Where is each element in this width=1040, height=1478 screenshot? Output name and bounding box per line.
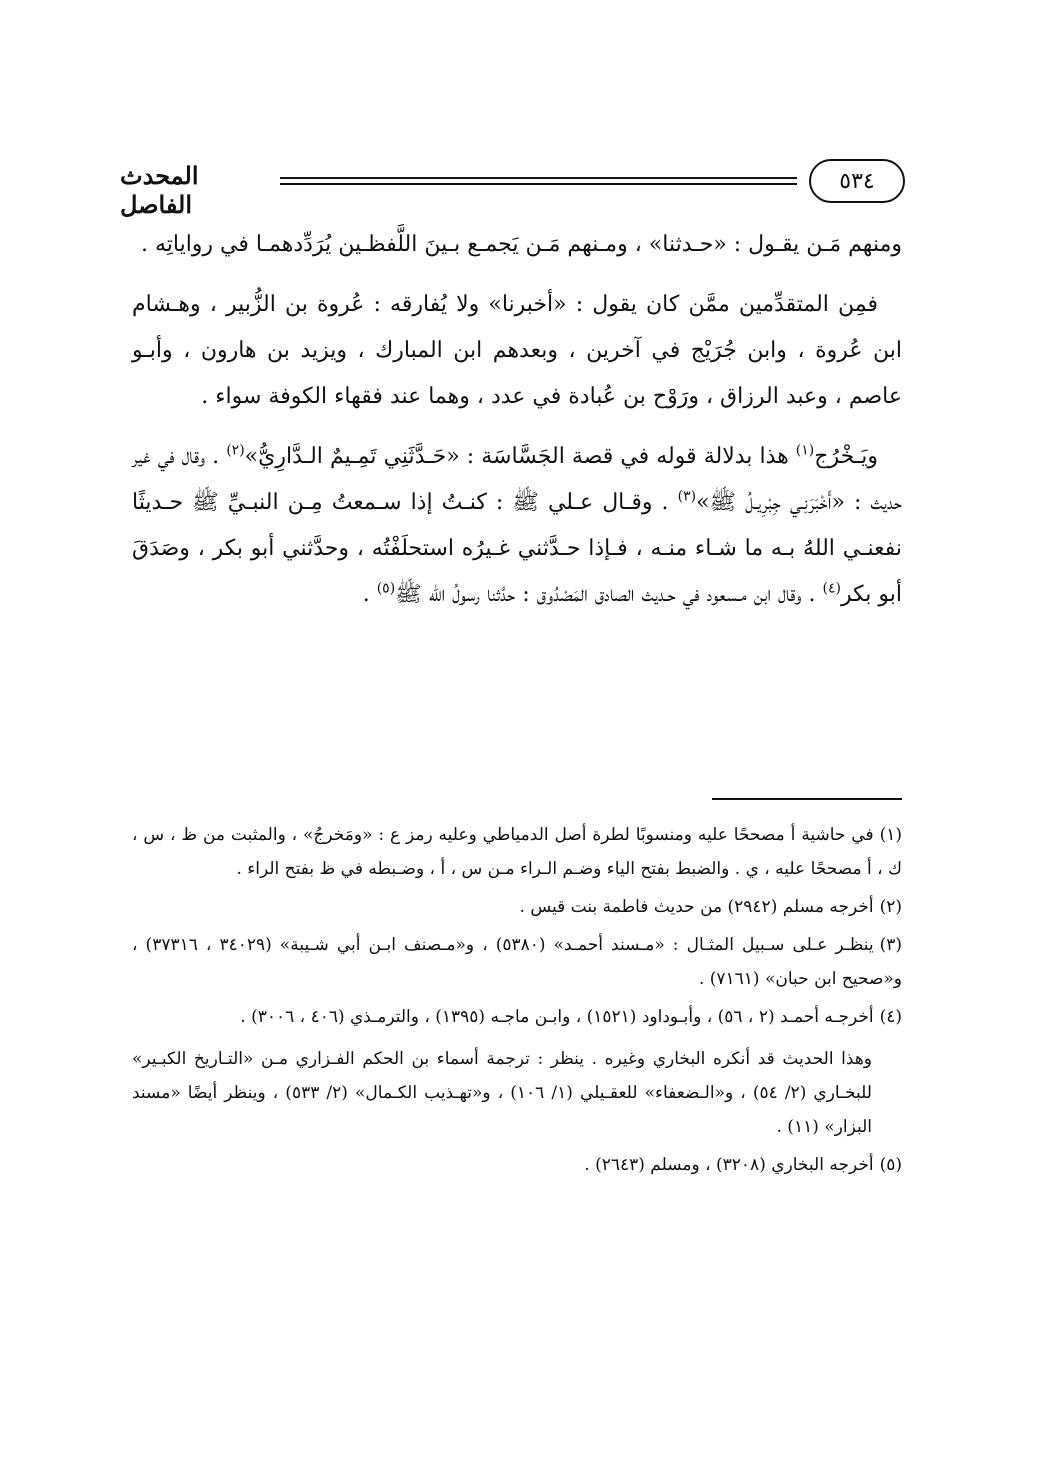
paragraph-2: فمِن المتقدِّمين ممَّن كان يقول : «أخبرنا» ولا يُفارقه : عُروة بن الزُّبير ، وهـشام ابن عُروة ، وابن جُرَيْج في آخرين ، وبعدهم ابن المبارك ، ويزيد بن هارون ، وأبـو عاصم ، وعبد الرزاق ، ورَوْح بن عُبادة في عدد ، وهما عند فقهاء الكوفة سواء . bbox=[132, 292, 902, 409]
footnote-ref-5[interactable]: (٥) bbox=[376, 580, 396, 597]
paragraph-3-part-c: . وقال في غير حديث : «أَخْبَرَنِـي جِبْرِيـلُ ﷺ» bbox=[132, 444, 903, 515]
footnote-1 bbox=[132, 818, 902, 886]
paragraph-3-part-f: . bbox=[362, 582, 370, 607]
paragraph-3-part-d: . وقـال عـلي ﷺ : كنـتُ إذا سـمعتُ مِـن النبـيِّ ﷺ حـديثًا نفعنـي اللهُ بـه ما شـاء منـه ، فـإذا حـدَّثني غـيرُه استحلَفْتُه ، وحدَّثني أبو بكر ، وصَدَقَ أبو بكر bbox=[132, 490, 902, 607]
footnote-label: (٣) bbox=[879, 935, 903, 955]
paragraph-3 bbox=[132, 434, 902, 618]
paragraph-3-part-e: . وقال ابن مـسعود في حـديث الصادق المَصْدُوق : حدَّثنا رسولُ الله ﷺ bbox=[395, 582, 816, 607]
paragraph-1: ومنهم مَـن يقـول : «حـدثنا» ، ومـنهم مَـن يَجمـع بـينَ اللَّفظـين يُرَدِّدهمـا في رواياتِه . bbox=[140, 232, 902, 257]
book-title: المحدث الفاصل bbox=[120, 161, 199, 219]
footnote-label: (٢) bbox=[879, 897, 902, 917]
footnote-4-continuation bbox=[132, 1042, 902, 1144]
footnote-text: وهذا الحديث قد أنكره البخاري وغيره . ينظر : ترجمة أسماء بن الحكم الفـزاري مـن «التـاريخ الكبـير» للبخـاري (٢/ ٥٤) ، و«الـضعفاء» للعقـيلي (١/ ١٠٦) ، و«تهـذيب الكـمال» (٢/ ٥٣٣) ، وينظر أيضًا «مسند البزار» (١١) . bbox=[132, 1049, 872, 1137]
footnote-separator bbox=[712, 798, 902, 800]
paragraph-3-part-a: ويَـخْرُج bbox=[814, 444, 878, 469]
main-text bbox=[132, 222, 902, 632]
paragraph-3-part-b: هذا بدلالة قوله في قصة الجَسَّاسَة : «حَـدَّثَنِي تَمِـيمٌ الـدَّارِيُّ» bbox=[244, 444, 789, 469]
header-rule-bottom bbox=[280, 183, 797, 185]
footnote-4 bbox=[132, 1000, 902, 1034]
footnotes bbox=[132, 818, 902, 1186]
footnote-text: في حاشية أ مصححًا عليه ومنسوبًا لطرة أصل الدمياطي وعليه رمز ع : «ومَخرجُ» ، والمثبت من ظ ، س ، ك ، أ مصححًا عليه ، ي . والضبط بفتح الياء وضـم الـراء مـن س ، أ ، وضـبطه في ظ بفتح الراء . bbox=[132, 825, 902, 879]
footnote-ref-2[interactable]: (٢) bbox=[226, 442, 245, 459]
footnote-label: (٥) bbox=[879, 1155, 902, 1175]
footnote-ref-3[interactable]: (٣) bbox=[677, 488, 697, 505]
header-rule-top bbox=[280, 177, 797, 179]
page-header bbox=[120, 155, 905, 219]
footnote-ref-1[interactable]: (١) bbox=[795, 442, 815, 459]
footnote-text: أخرجه البخاري (٣٢٠٨) ، ومسلم (٢٦٤٣) . bbox=[584, 1155, 874, 1175]
footnote-text: أخرجه مسلم (٢٩٤٢) من حديث فاطمة بنت قيس . bbox=[519, 897, 874, 917]
page-number: ٥٣٤ bbox=[809, 159, 905, 203]
footnote-2 bbox=[132, 890, 902, 924]
footnote-label: (٤) bbox=[879, 1007, 902, 1027]
footnote-ref-4[interactable]: (٤) bbox=[822, 580, 841, 597]
footnote-3 bbox=[132, 928, 902, 996]
footnote-label: (١) bbox=[879, 825, 902, 845]
footnote-text: ينظـر عـلى سـبيل المثـال : «مـسند أحمـد» (٥٣٨٠) ، و«مـصنف ابـن أبي شـيبة» (٣٤٠٢٩ ، ٣٧٣١٦) ، و«صحيح ابن حبان» (٧١٦١) . bbox=[132, 935, 902, 989]
footnote-text: أخرجـه أحمـد (٢ ، ٥٦) ، وأبـوداود (١٥٢١) ، وابـن ماجـه (١٣٩٥) ، والترمـذي (٤٠٦ ، ٣٠٠٦) . bbox=[240, 1007, 874, 1027]
footnote-5 bbox=[132, 1148, 902, 1182]
